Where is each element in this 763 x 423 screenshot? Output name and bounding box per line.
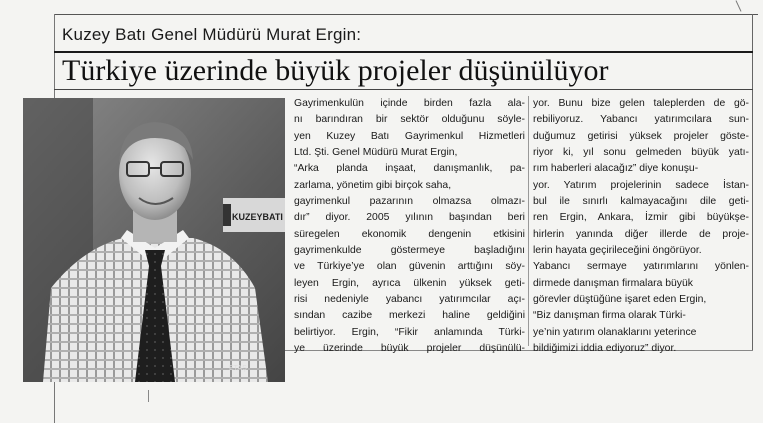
column-2-line: görevler düştüğüne işaret eden Ergin, [533, 294, 707, 306]
column-2-line: yor. Bunu bize gelen taleplerden de gö- [533, 98, 749, 109]
column-1-line: leyen Ergin, ayrıca ülkenin yüksek geti- [294, 277, 525, 289]
portrait-photo [23, 98, 285, 382]
column-2-line: dirmede danışman firmalara büyük [533, 277, 693, 289]
column-1-line: Gayrimenkulün içinde birden fazla ala- [294, 98, 525, 109]
column-1-line: gayrimenkul pazarının olmazsa olmazı- [294, 196, 525, 208]
headline-divider [54, 89, 753, 90]
sign-text: KUZEYBATI [232, 212, 283, 222]
column-1-line: ye üzerinde büyük projeler düşünülü- [294, 343, 525, 355]
column-1-line: gayrimenkulde göstermeye başladığını [294, 245, 525, 257]
column-2-line: bildiğimizi iddia ediyoruz” diyor. [533, 343, 677, 355]
column-2-line: “Biz danışman firma olarak Türki- [533, 310, 686, 322]
column-1-line: “Arka planda inşaat, danışmanlık, pa- [294, 163, 525, 175]
column-2-line: bul ile sınırlı kalmayacağını dile geti- [533, 196, 749, 208]
column-2-line: ren Ergin, Ankara, İzmir gibi büyükşe- [533, 212, 749, 224]
column-1-line: nı barındıran bir sektör olduğunu söyle- [294, 114, 525, 126]
column-1-line: süregelen ekonomik dengenin etkisini [294, 228, 525, 240]
column-2-line: hirlerin yanında diğer illerde de proje- [533, 228, 749, 240]
column-1-line: ve Türkiye’ye olan güvenin arttığını söy- [294, 261, 525, 273]
frame-top-border [54, 14, 758, 15]
photo-tag: ETAŞ [229, 365, 247, 372]
column-1-line: belirtiyor. Ergin, “Fikir anlamında Türki- [294, 326, 525, 338]
column-1-line: Ltd. Şti. Genel Müdürü Murat Ergin, [294, 147, 458, 159]
kicker-divider [54, 51, 753, 53]
column-2-line: riyor ki, yıl sonu gelmeden büyük yatı- [533, 147, 749, 159]
frame-right-border [752, 14, 753, 350]
column-2-line: ye’nin yatırım olanaklarını yeterince [533, 326, 697, 338]
column-2-line: rım haberleri alacağız” diye konuşu- [533, 163, 699, 175]
article-column-1 [294, 96, 525, 358]
column-1-line: zarlama, yönetim gibi birçok saha, [294, 179, 452, 191]
column-2-line: duğumuz getirisi yüksek projeler göste- [533, 130, 749, 142]
scan-tick-mark [148, 390, 149, 402]
column-1-line: sından cazibe merkezi haline geldiğini [294, 310, 525, 322]
column-2-line: rebiliyoruz. Yabancı yatırımcılara sun- [533, 114, 749, 126]
column-2-line: yor. Yatırım projelerinin sadece İstan- [533, 179, 749, 191]
article-headline: Türkiye üzerinde büyük projeler düşünülüyor [62, 54, 609, 87]
column-2-line: lerin hayata geçirileceğini öngörüyor. [533, 245, 702, 257]
column-1-line: dır” diyor. 2005 yılının başından beri [294, 212, 525, 224]
scan-corner-mark [736, 0, 742, 11]
article-column-2 [533, 96, 749, 358]
column-2-line: Yabancı sermaye yatırımlarını yönlen- [533, 261, 749, 273]
column-divider [528, 96, 529, 346]
column-1-line: risi nedeniyle yabancı yatırımcılar açı- [294, 294, 525, 306]
article-kicker: Kuzey Batı Genel Müdürü Murat Ergin: [62, 25, 362, 44]
column-1-line: yen Kuzey Batı Gayrimenkul Hizmetleri [294, 130, 525, 142]
